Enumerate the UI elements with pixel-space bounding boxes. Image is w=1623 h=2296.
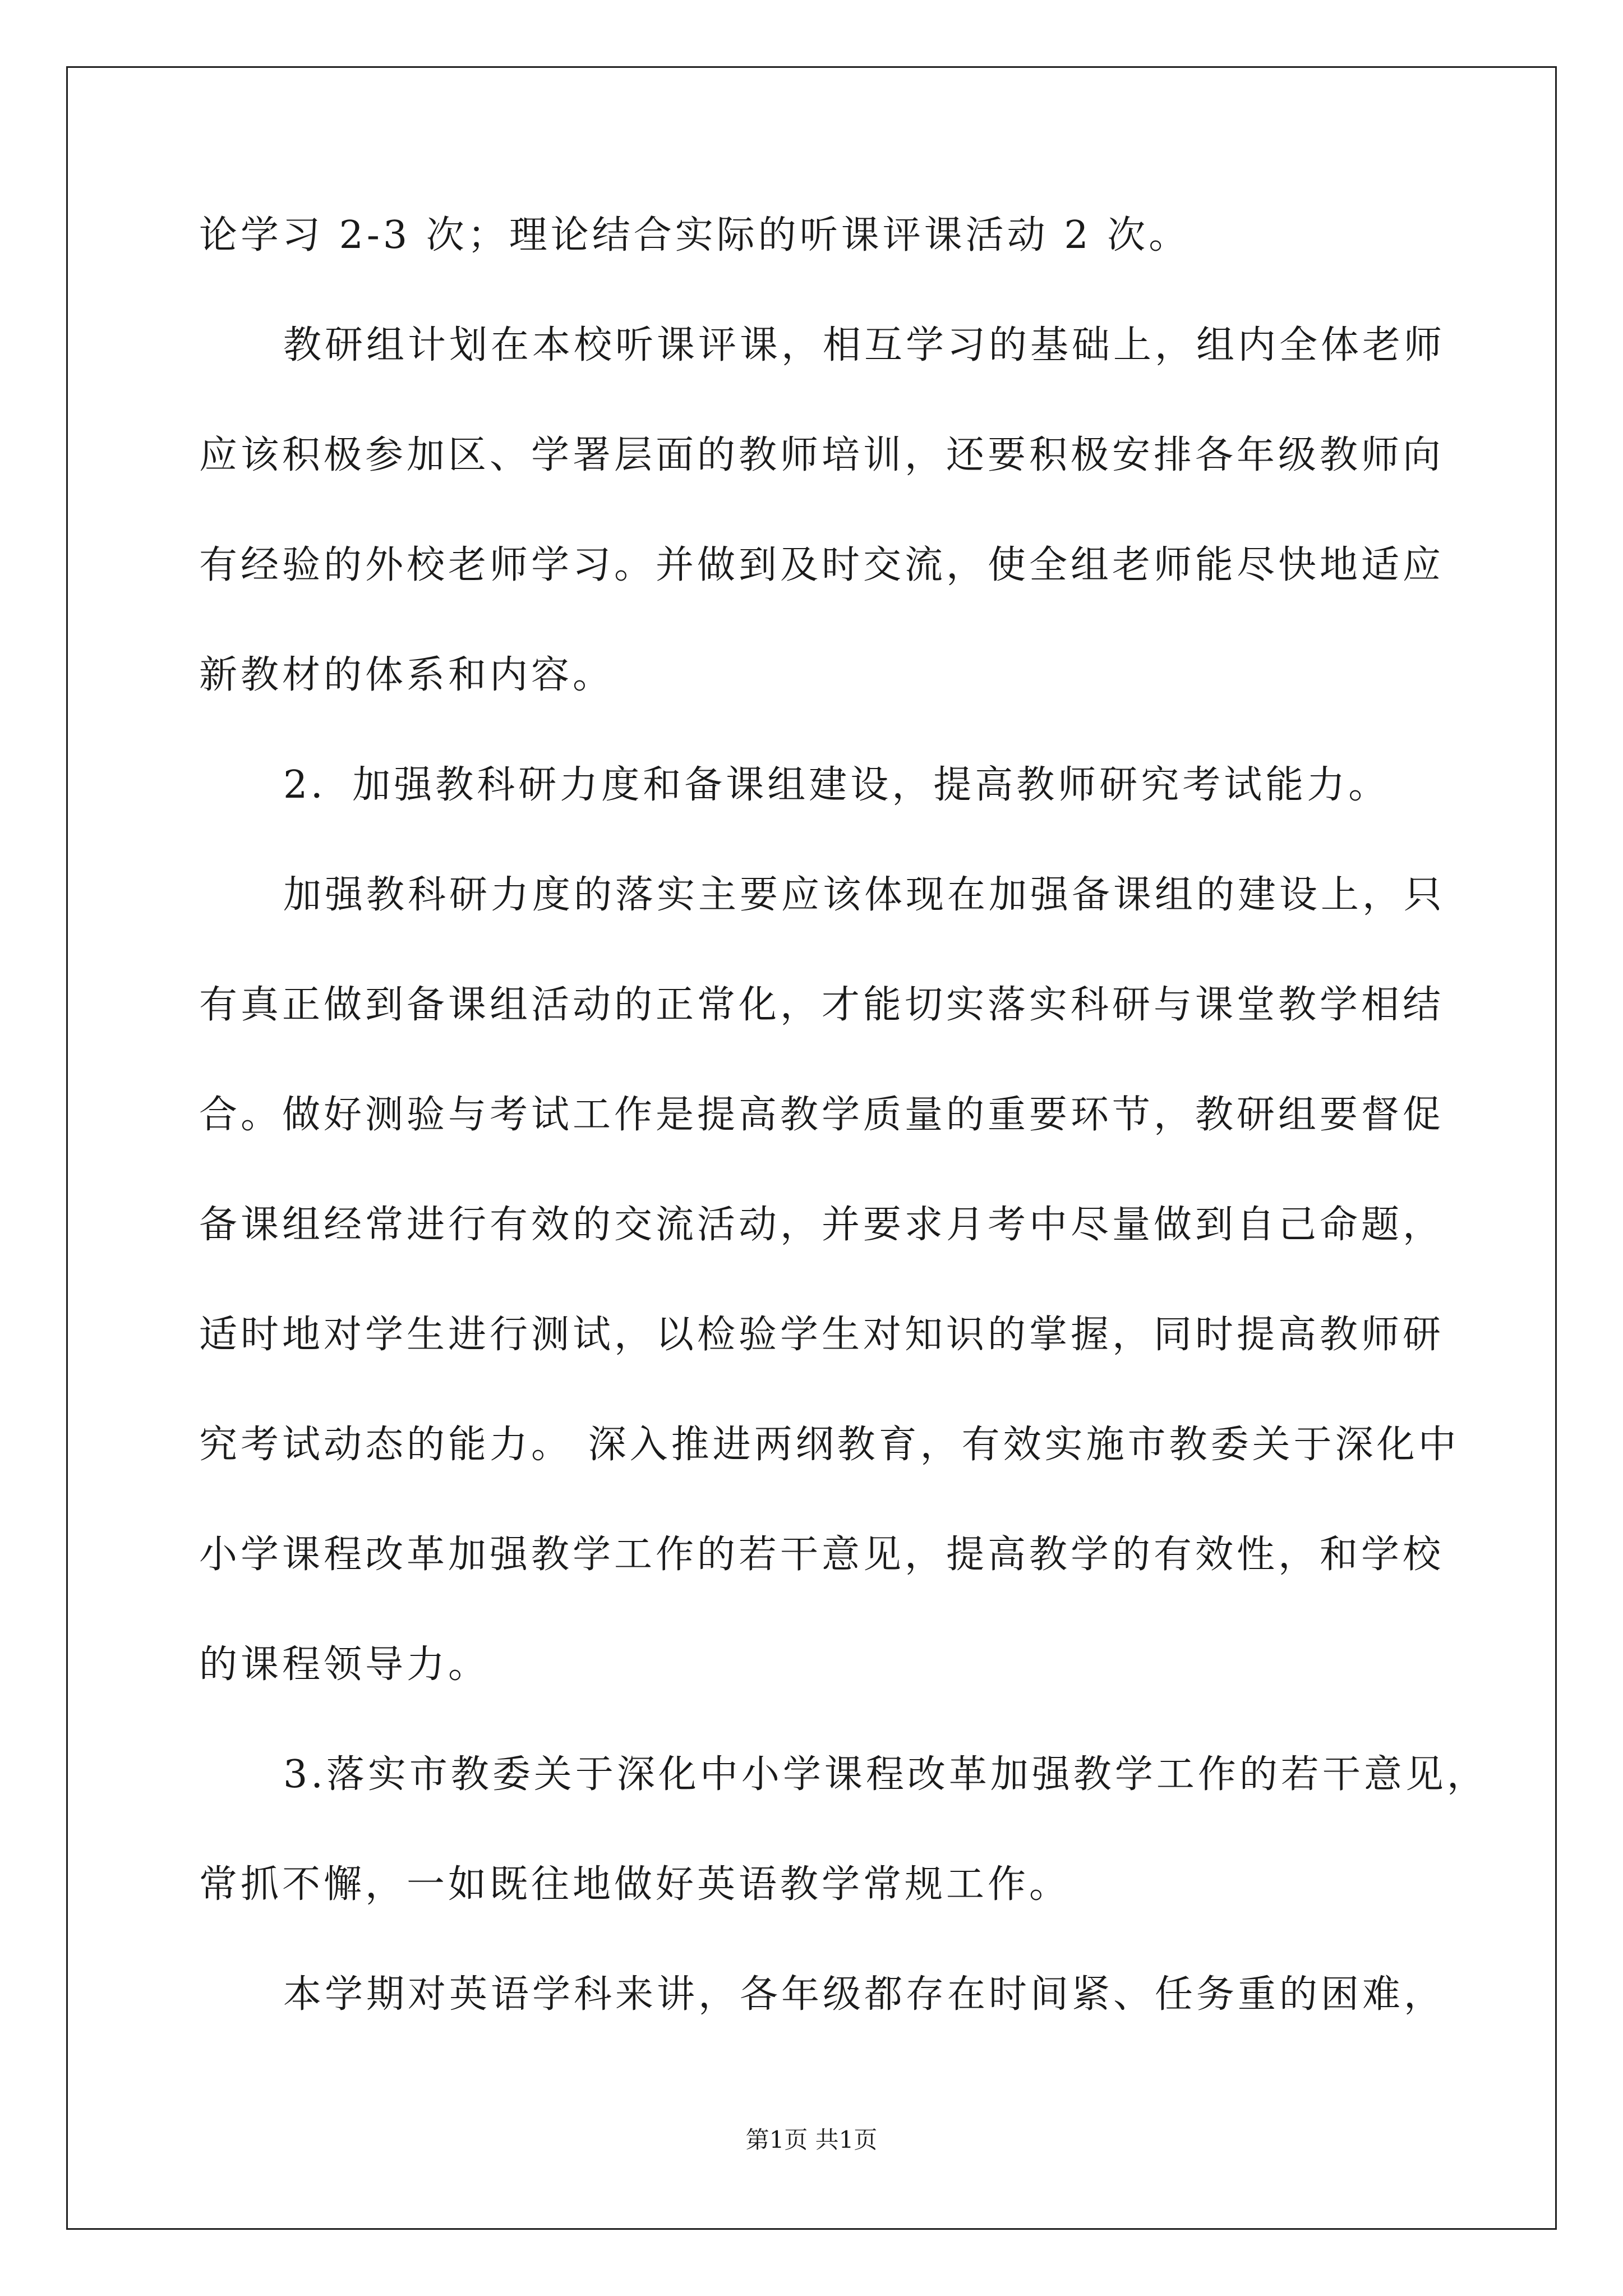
text-line: 究考试动态的能力。 深入推进两纲教育，有效实施市教委关于深化中 <box>199 1423 1460 1467</box>
text-line: 加强教科研力度的落实主要应该体现在加强备课组的建设上，只 <box>283 873 1446 917</box>
text-line: 有真正做到备课组活动的正常化，才能切实落实科研与课堂教学相结 <box>199 983 1445 1027</box>
text-line: 的课程领导力。 <box>199 1642 490 1687</box>
text-line: 小学课程改革加强教学工作的若干意见，提高教学的有效性，和学校 <box>199 1533 1445 1577</box>
text-line: 常抓不懈，一如既往地做好英语教学常规工作。 <box>199 1862 1071 1907</box>
text-line: 应该积极参加区、学署层面的教师培训，还要积极安排各年级教师向 <box>199 433 1445 477</box>
text-line: 论学习 2-3 次；理论结合实际的听课评课活动 2 次。 <box>199 213 1191 257</box>
text-line: 备课组经常进行有效的交流活动，并要求月考中尽量做到自己命题， <box>199 1203 1445 1247</box>
text-line: 本学期对英语学科来讲，各年级都存在时间紧、任务重的困难， <box>283 1972 1446 2017</box>
text-line: 合。做好测验与考试工作是提高教学质量的重要环节，教研组要督促 <box>199 1093 1445 1137</box>
text-line: 教研组计划在本校听课评课，相互学习的基础上，组内全体老师 <box>283 323 1446 367</box>
text-line: 3.落实市教委关于深化中小学课程改革加强教学工作的若干意见， <box>283 1752 1488 1797</box>
text-line: 适时地对学生进行测试，以检验学生对知识的掌握，同时提高教师研 <box>199 1313 1445 1357</box>
text-line: 有经验的外校老师学习。并做到及时交流，使全组老师能尽快地适应 <box>199 543 1445 587</box>
text-line: 新教材的体系和内容。 <box>199 653 615 697</box>
page-footer: 第1页 共1页 <box>745 2126 878 2154</box>
text-line: 2．加强教科研力度和备课组建设，提高教师研究考试能力。 <box>283 763 1390 807</box>
